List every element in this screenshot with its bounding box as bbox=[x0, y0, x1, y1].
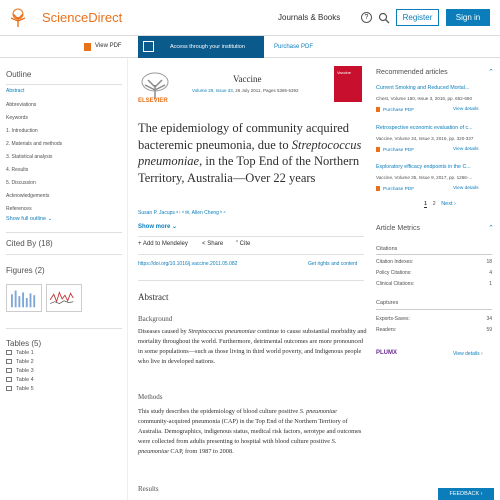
share-button[interactable] bbox=[202, 241, 223, 247]
paragraph-text: This study describes the epidemiology of blood culture positive bbox=[138, 408, 300, 415]
doi-link[interactable]: https://doi.org/10.1016/j.vaccine.2011.05.082 bbox=[138, 261, 238, 267]
chevron-right-icon[interactable]: › bbox=[454, 201, 456, 207]
divider bbox=[138, 280, 364, 281]
outline-item-results[interactable]: 4. Results bbox=[6, 167, 29, 173]
paragraph-text: continue to cause substantial morbidity and mortality throughout the world. Furthermore, detrimental outcomes are more pronounced in some populations—such as those living in third world poverty, and Indigenous people who live in developed nations. bbox=[138, 328, 367, 365]
metric-value: 1 bbox=[489, 281, 492, 287]
table-icon bbox=[6, 359, 12, 364]
background-heading: Background bbox=[138, 315, 173, 323]
access-institution-button[interactable] bbox=[138, 36, 264, 58]
journals-books-link[interactable]: Journals & Books bbox=[278, 13, 341, 22]
table-link-4[interactable] bbox=[6, 377, 34, 383]
divider bbox=[138, 236, 364, 237]
table-icon bbox=[6, 350, 12, 355]
figures-heading: Figures (2) bbox=[6, 266, 45, 275]
divider bbox=[6, 232, 122, 233]
quote-icon: ” bbox=[236, 241, 238, 247]
volume-date-pages: , 26 July 2011, Pages 5386-5392 bbox=[232, 88, 299, 93]
top-header bbox=[0, 0, 500, 36]
recommended-article-meta: Chest, Volume 150, Issue 3, 2016, pp. 652-660 bbox=[376, 96, 473, 101]
sign-in-button[interactable]: Sign in bbox=[446, 9, 490, 26]
view-metric-details-label: View details bbox=[453, 351, 480, 357]
outline-item-abstract[interactable]: Abstract bbox=[6, 88, 25, 94]
volume-issue-link[interactable]: Volume 29, Issue 33 bbox=[192, 88, 233, 93]
outline-item-keywords[interactable]: Keywords bbox=[6, 115, 28, 121]
page-2-button[interactable]: 2 bbox=[432, 201, 436, 207]
pagination bbox=[424, 201, 456, 207]
chevron-right-icon: › bbox=[480, 351, 483, 357]
title-species: Streptococcus pneumoniae bbox=[138, 137, 362, 168]
figure-thumbnail-line-chart[interactable] bbox=[46, 284, 82, 312]
table-link-5[interactable] bbox=[6, 386, 34, 392]
table-link-label: Table 4 bbox=[16, 377, 34, 383]
title-text: , in the Top End of the Northern Territory, Australia—Over 22 years bbox=[138, 154, 360, 185]
next-page-button[interactable]: Next bbox=[441, 201, 453, 207]
left-sidebar bbox=[0, 58, 128, 500]
view-pdf-button[interactable]: View PDF bbox=[95, 43, 122, 49]
get-rights-link[interactable]: Get rights and content bbox=[308, 261, 358, 267]
tables-heading: Tables (5) bbox=[6, 339, 42, 348]
access-institution-label: Access through your institution bbox=[170, 44, 245, 50]
metric-value: 18 bbox=[486, 259, 492, 265]
share-label: Share bbox=[207, 241, 224, 247]
divider bbox=[376, 254, 492, 255]
right-sidebar bbox=[370, 58, 500, 500]
institution-icon bbox=[143, 41, 154, 52]
paragraph-text: Diseases caused by bbox=[138, 328, 189, 335]
add-to-mendeley-button[interactable] bbox=[138, 241, 188, 247]
chevron-up-icon[interactable]: ⌃ bbox=[488, 69, 494, 76]
title-text: The epidemiology of community acquired bacteremic pneumonia, due to bbox=[138, 121, 350, 152]
table-link-label: Table 5 bbox=[16, 386, 34, 392]
article-main bbox=[128, 58, 370, 500]
elsevier-tree-logo-icon[interactable] bbox=[6, 7, 30, 29]
divider bbox=[6, 84, 122, 85]
citations-heading: Citations bbox=[376, 246, 398, 252]
add-to-mendeley-label: Add to Mendeley bbox=[142, 241, 188, 247]
view-details-link[interactable]: View details bbox=[453, 107, 479, 112]
recommended-article-meta: Vaccine, Volume 35, Issue 9, 2017, pp. 1266-... bbox=[376, 175, 473, 180]
pdf-icon[interactable] bbox=[84, 43, 91, 51]
table-link-label: Table 3 bbox=[16, 368, 34, 374]
purchase-pdf-link[interactable]: Purchase PDF bbox=[376, 186, 414, 192]
journal-name[interactable]: Vaccine bbox=[233, 74, 262, 84]
outline-item-statistical-analysis[interactable]: 3. Statistical analysis bbox=[6, 154, 53, 160]
article-title bbox=[138, 120, 364, 186]
metric-label: Citation Indexes: bbox=[376, 259, 414, 265]
paragraph-text: community-acquired pneumonia (CAP) in the Top End of the Northern Territory of Australia. Demographics, indigenous status, medical risk factors, serotype and outcomes were collected from adults presenting to hospital with blood culture positive bbox=[138, 418, 362, 445]
table-link-2[interactable] bbox=[6, 359, 34, 365]
species-name: Streptococcus pneumoniae bbox=[188, 328, 256, 335]
species-name: S. pneumoniae bbox=[299, 408, 337, 415]
help-icon[interactable]: ? bbox=[361, 12, 372, 23]
metric-label: Policy Citations: bbox=[376, 270, 412, 276]
purchase-pdf-link[interactable]: Purchase PDF bbox=[376, 147, 414, 153]
publisher-name: ELSEVIER bbox=[138, 98, 168, 104]
show-more-button[interactable] bbox=[138, 223, 177, 230]
outline-item-discussion[interactable]: 5. Discussion bbox=[6, 180, 36, 186]
chevron-up-icon[interactable]: ⌃ bbox=[488, 225, 494, 232]
figure-thumbnail-bar-chart[interactable] bbox=[6, 284, 42, 312]
chevron-down-icon: ⌄ bbox=[47, 216, 53, 222]
table-icon bbox=[6, 386, 12, 391]
outline-heading: Outline bbox=[6, 70, 32, 79]
table-icon bbox=[6, 377, 12, 382]
search-icon[interactable] bbox=[378, 12, 390, 24]
journal-cover-image[interactable] bbox=[334, 66, 362, 102]
background-paragraph bbox=[138, 327, 368, 367]
methods-heading: Methods bbox=[138, 393, 163, 401]
recommended-article-title[interactable]: Retrospective economic evaluation of c... bbox=[376, 125, 473, 131]
chevron-down-icon: ⌄ bbox=[172, 224, 178, 230]
cite-label: Cite bbox=[239, 241, 251, 247]
metric-value: 34 bbox=[486, 316, 492, 322]
chevron-right-icon: › bbox=[480, 491, 483, 497]
outline-item-abbreviations[interactable]: Abbreviations bbox=[6, 102, 37, 108]
recommended-articles-heading: Recommended articles bbox=[376, 69, 448, 76]
divider bbox=[6, 254, 122, 255]
captures-heading: Captures bbox=[376, 300, 399, 306]
metric-label: Readers: bbox=[376, 327, 397, 333]
feedback-label: FEEDBACK bbox=[449, 491, 480, 497]
article-metrics-heading: Article Metrics bbox=[376, 225, 420, 232]
divider bbox=[6, 328, 122, 329]
table-link-3[interactable] bbox=[6, 368, 34, 374]
article-toolbar bbox=[0, 36, 500, 58]
register-button[interactable]: Register bbox=[396, 9, 439, 26]
paragraph-text: CAP, from 1987 to 2008. bbox=[168, 448, 234, 455]
view-metric-details-link[interactable] bbox=[453, 351, 483, 357]
feedback-button[interactable] bbox=[438, 488, 494, 500]
table-link-label: Table 2 bbox=[16, 359, 34, 365]
methods-paragraph bbox=[138, 407, 368, 457]
view-details-link[interactable]: View details bbox=[453, 147, 479, 152]
recommended-article-title[interactable]: Current Smoking and Reduced Mortal... bbox=[376, 85, 470, 91]
results-heading: Results bbox=[138, 485, 159, 493]
show-full-outline-label: Show full outline bbox=[6, 216, 47, 222]
outline-item-introduction[interactable]: 1. Introduction bbox=[6, 128, 38, 134]
outline-item-references[interactable]: References bbox=[6, 206, 32, 212]
outline-item-materials-methods[interactable]: 2. Materials and methods bbox=[6, 141, 63, 147]
journal-cover-title: Vaccine bbox=[337, 70, 351, 75]
metric-value: 4 bbox=[489, 270, 492, 276]
table-link-1[interactable] bbox=[6, 350, 34, 356]
show-full-outline-button[interactable] bbox=[6, 216, 52, 222]
page-1-button[interactable]: 1 bbox=[424, 201, 428, 207]
purchase-pdf-link[interactable]: Purchase PDF bbox=[274, 44, 314, 50]
outline-item-acknowledgements[interactable]: Acknowledgements bbox=[6, 193, 50, 199]
cited-by-link[interactable]: Cited By (18) bbox=[6, 239, 53, 248]
share-icon: < bbox=[202, 241, 206, 247]
metric-label: Exports-Saves: bbox=[376, 316, 410, 322]
table-icon bbox=[6, 368, 12, 373]
divider bbox=[376, 309, 492, 310]
view-details-link[interactable]: View details bbox=[453, 186, 479, 191]
recommended-article-title[interactable]: Exploratory efficacy endpoints in the C... bbox=[376, 164, 471, 170]
table-link-label: Table 1 bbox=[16, 350, 34, 356]
author-list[interactable]: Susan P. Jacups ᵃ ʲ ᵈ ✉, Allen Cheng ᵇ ᶜ bbox=[138, 210, 226, 216]
metric-label: Clinical Citations: bbox=[376, 281, 415, 287]
journal-volume bbox=[192, 88, 299, 93]
plumx-logo[interactable]: PLUMX bbox=[376, 350, 397, 356]
metric-value: 59 bbox=[486, 327, 492, 333]
abstract-heading: Abstract bbox=[138, 292, 169, 302]
divider bbox=[138, 254, 364, 255]
purchase-pdf-link[interactable]: Purchase PDF bbox=[376, 107, 414, 113]
show-more-label: Show more bbox=[138, 224, 171, 230]
species-name: S. pneumoniae bbox=[138, 438, 337, 455]
brand-name[interactable]: ScienceDirect bbox=[42, 10, 123, 25]
recommended-article-meta: Vaccine, Volume 34, Issue 3, 2016, pp. 320-327 bbox=[376, 136, 474, 141]
plus-icon: + bbox=[138, 241, 142, 247]
cite-button[interactable] bbox=[236, 241, 250, 247]
